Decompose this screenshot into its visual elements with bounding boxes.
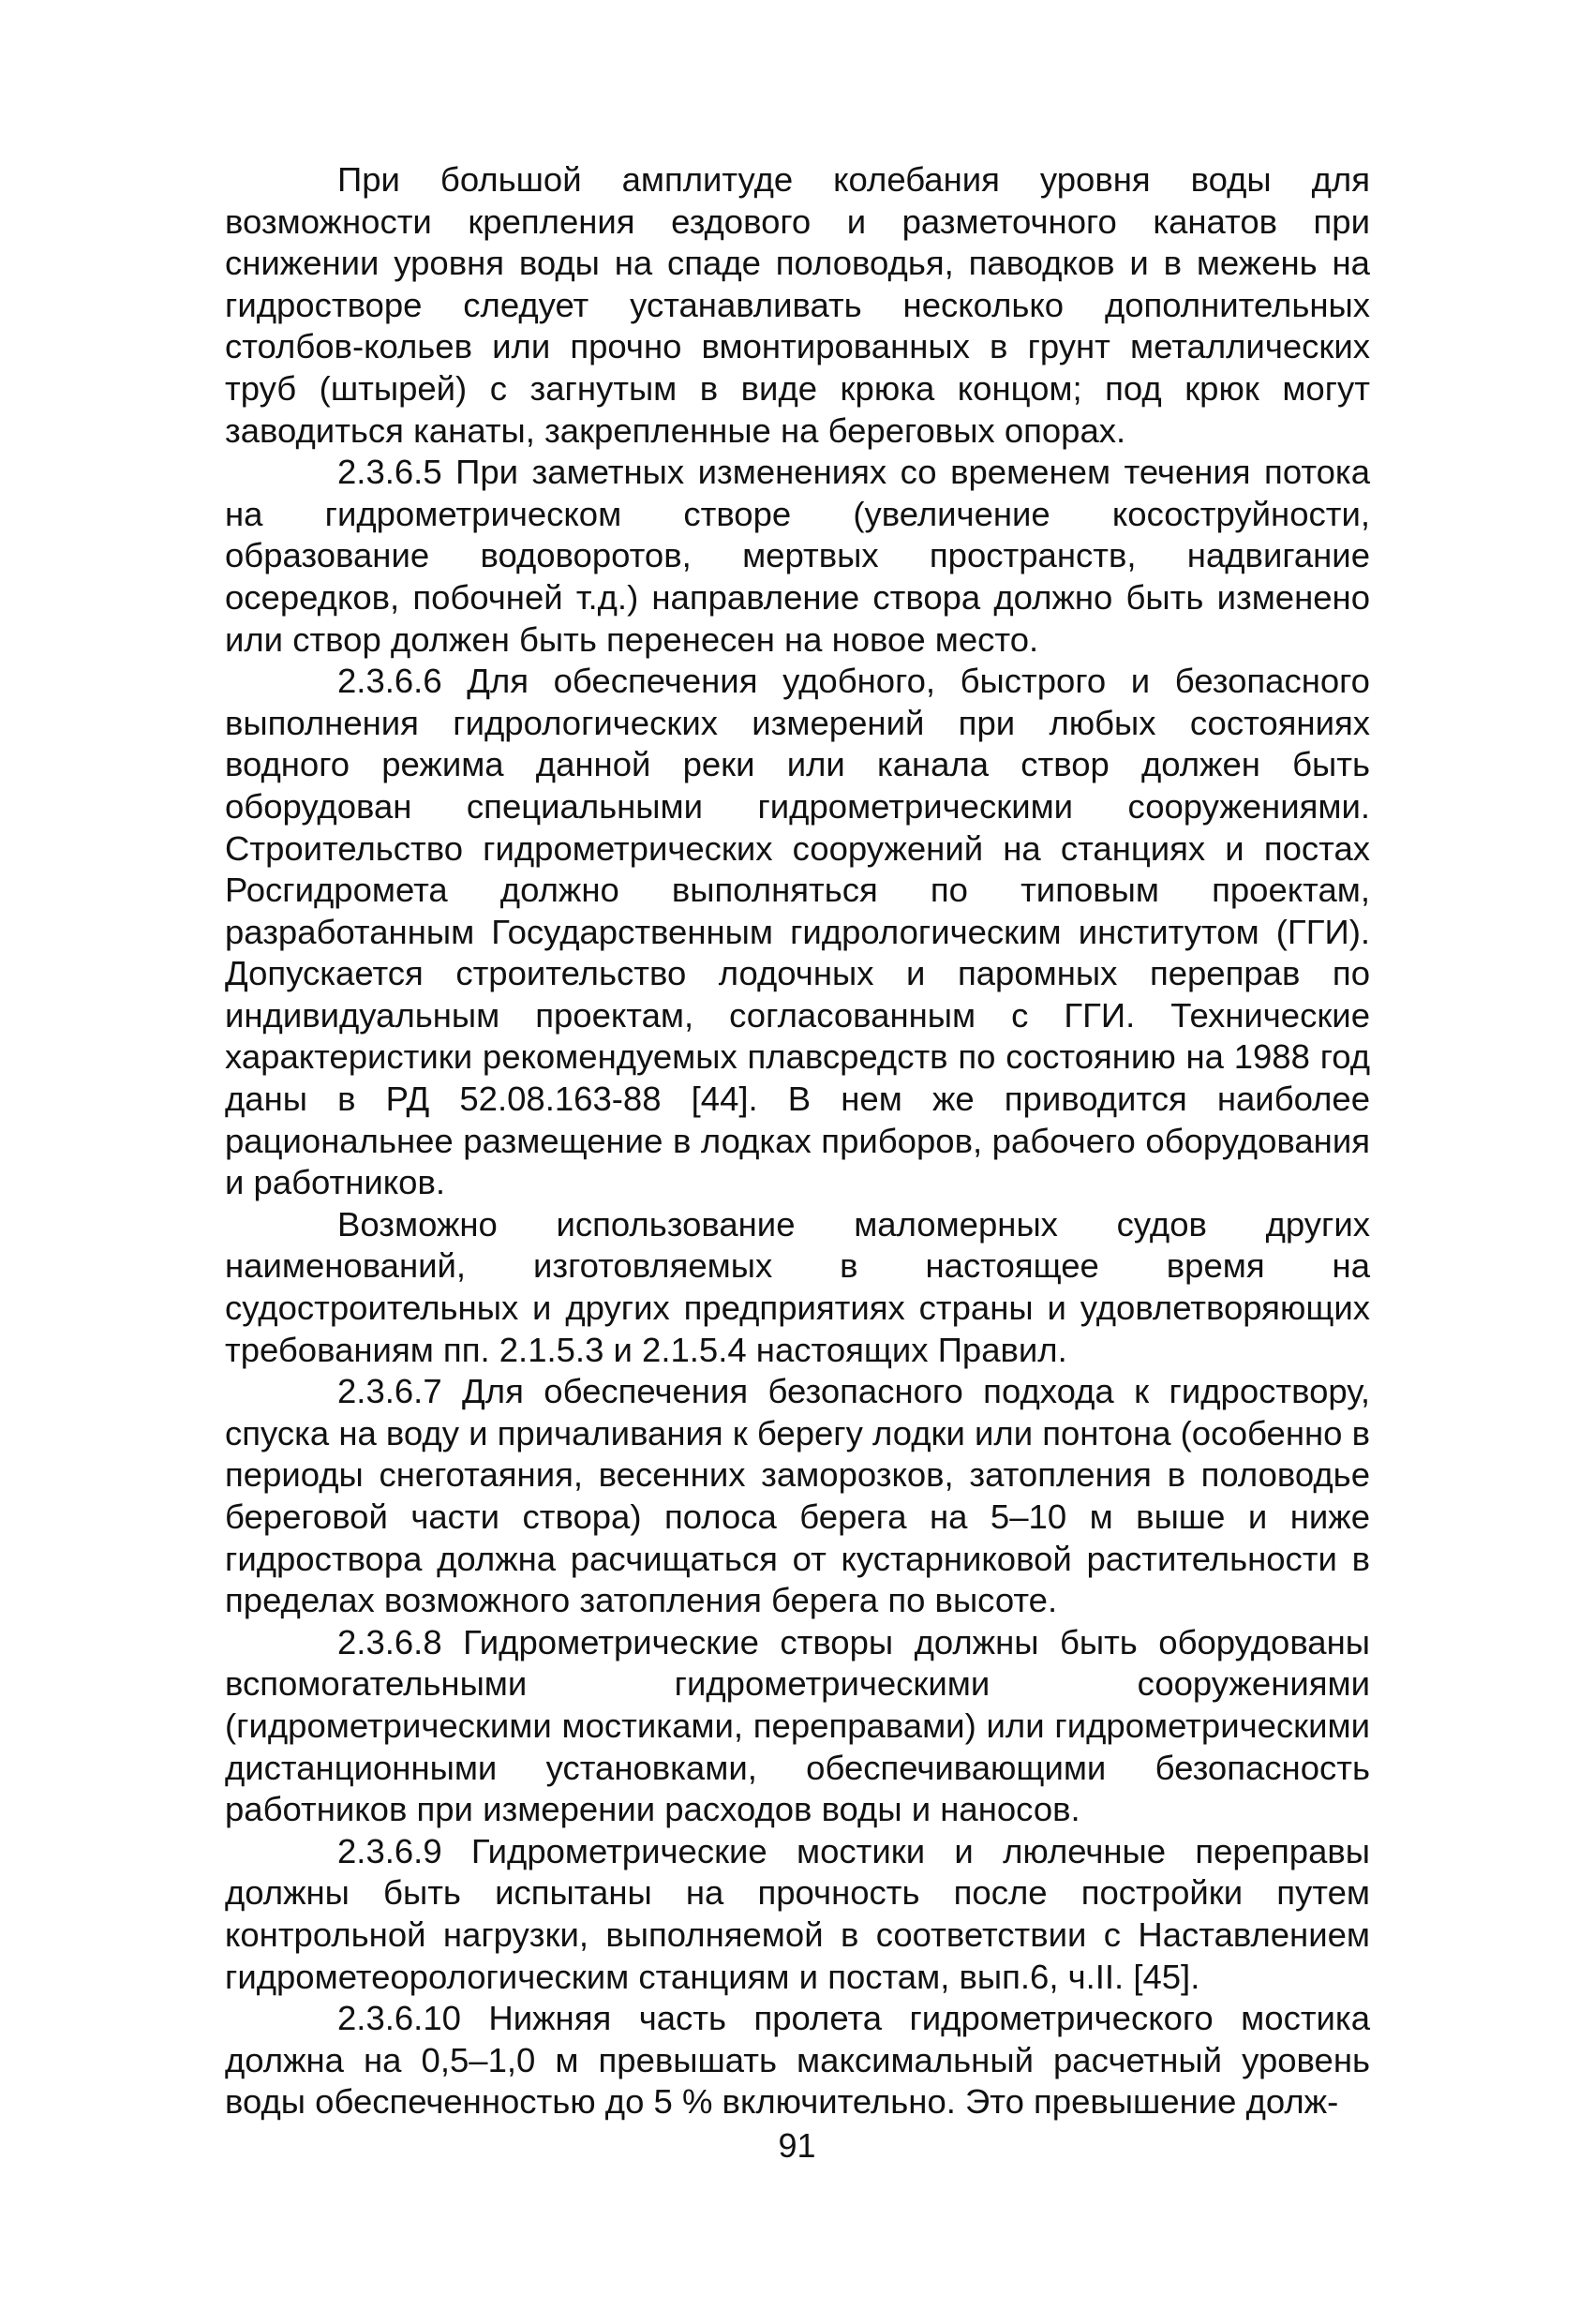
paragraph-2-3-6-6: 2.3.6.6 Для обеспечения удобного, быстрого и безопасного выполнения гидрологических измерений при любых состояниях водного режима данной реки или канала створ должен быть оборудован специальными гидрометрическими сооружениями. Строительство гидрометрических сооружений на станциях и постах Росгидромета должно выполняться по типовым проектам, разработанным Государственным гидрологическим институтом (ГГИ). Допускается строительство лодочных и паромных переправ по индивидуальным проектам, согласованным с ГГИ. Технические характеристики рекомендуемых плавсредств по состоянию на 1988 год даны в РД 52.08.163-88 [44]. В нем же приводится наиболее рациональнее размещение в лодках приборов, рабочего оборудования и работников.: [225, 662, 1370, 1202]
paragraph-2-3-6-9: 2.3.6.9 Гидрометрические мостики и люлечные переправы должны быть испытаны на прочность после постройки путем контрольной нагрузки, выполняемой в соответствии с Наставлением гидрометеорологическим станциям и постам, вып.6, ч.II. [45].: [225, 1831, 1370, 1996]
paragraph-2-3-6-5: 2.3.6.5 При заметных изменениях со временем течения потока на гидрометрическом створе (увеличение косоструйности, образование водоворотов, мертвых пространств, надвигание осередков, побочней т.д.) направление створа должно быть изменено или створ должен быть перенесен на новое место.: [225, 453, 1370, 659]
paragraph-2-3-6-10: 2.3.6.10 Нижняя часть пролета гидрометрического мостика должна на 0,5–1,0 м превышать максимальный расчетный уровень воды обеспеченностью до 5 % включительно. Это превышение долж-: [225, 1999, 1370, 2122]
paragraph-small-vessels: Возможно использование маломерных судов других наименований, изготовляемых в настоящее время на судостроительных и других предприятиях страны и удовлетворяющих требованиям пп. 2.1.5.3 и 2.1.5.4 настоящих Правил.: [225, 1204, 1370, 1369]
body-text: [225, 159, 1370, 2123]
page-number: 91: [778, 2126, 816, 2165]
paragraph-2-3-6-7: 2.3.6.7 Для обеспечения безопасного подхода к гидроствору, спуска на воду и причаливания к берегу лодки или понтона (особенно в периоды снеготаяния, весенних заморозков, затопления в половодье береговой части створа) полоса берега на 5–10 м выше и ниже гидроствора должна расчищаться от кустарниковой растительности в пределах возможного затопления берега по высоте.: [225, 1372, 1371, 1620]
paragraph-2-3-6-8: 2.3.6.8 Гидрометрические створы должны быть оборудованы вспомогательными гидрометрическими сооружениями (гидрометрическими мостиками, переправами) или гидрометрическими дистанционными установками, обеспечивающими безопасность работников при измерении расходов воды и наносов.: [225, 1622, 1370, 1829]
paragraph-amplitude: При большой амплитуде колебания уровня воды для возможности крепления ездового и разметочного канатов при снижении уровня воды на спаде половодья, паводков и в межень на гидростворе следует устанавливать несколько дополнительных столбов-кольев или прочно вмонтированных в грунт металлических труб (штырей) с загнутым в виде крюка концом; под крюк могут заводиться канаты, закрепленные на береговых опорах.: [225, 160, 1370, 450]
